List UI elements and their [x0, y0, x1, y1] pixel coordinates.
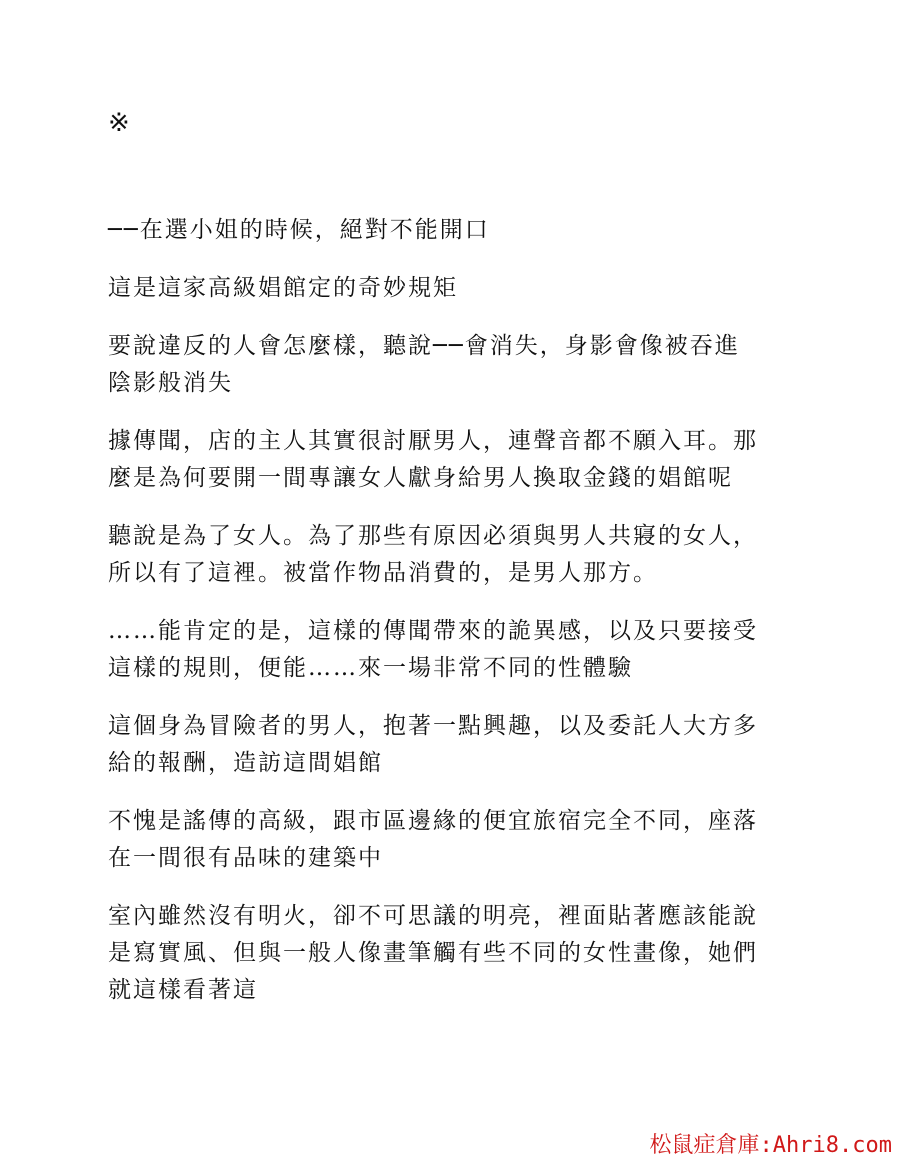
paragraph-line: ……能肯定的是，這樣的傳聞帶來的詭異感，以及只要接受: [108, 618, 758, 644]
section-mark: ※: [108, 108, 130, 138]
paragraph-line: 室內雖然沒有明火，卻不可思議的明亮，裡面貼著應該能說: [108, 903, 758, 929]
paragraph-6: [108, 613, 798, 687]
paragraph-line: 給的報酬，造訪這間娼館: [108, 750, 383, 776]
watermark-text: 松鼠症倉庫:Ahri8.com: [649, 1133, 892, 1158]
paragraph-line: 據傳聞，店的主人其實很討厭男人，連聲音都不願入耳。那: [108, 428, 758, 454]
paragraph-3: [108, 328, 798, 402]
paragraph-line: 所以有了這裡。被當作物品消費的，是男人那方。: [108, 560, 658, 586]
paragraph-5: [108, 518, 798, 592]
paragraph-line: 陰影般消失: [108, 370, 233, 396]
paragraph-line: 聽說是為了女人。為了那些有原因必須與男人共寢的女人，: [108, 523, 758, 549]
paragraph-2: [108, 270, 798, 307]
paragraph-line: 是寫實風、但與一般人像畫筆觸有些不同的女性畫像，她們: [108, 940, 758, 966]
paragraph-7: [108, 708, 798, 782]
paragraph-4: [108, 423, 798, 497]
body-text: [108, 212, 798, 1030]
paragraph-line: 這個身為冒險者的男人，抱著一點興趣，以及委託人大方多: [108, 713, 758, 739]
paragraph-line: 就這樣看著這: [108, 977, 258, 1003]
paragraph-line: 在一間很有品味的建築中: [108, 845, 383, 871]
paragraph-8: [108, 803, 798, 877]
paragraph-line: ──在選小姐的時候，絕對不能開口: [108, 217, 490, 243]
paragraph-line: 麼是為何要開一間專讓女人獻身給男人換取金錢的娼館呢: [108, 465, 733, 491]
paragraph-9: [108, 898, 798, 1009]
paragraph-line: 不愧是謠傳的高級，跟市區邊緣的便宜旅宿完全不同，座落: [108, 808, 758, 834]
paragraph-line: 要說違反的人會怎麼樣，聽說──會消失，身影會像被吞進: [108, 333, 740, 359]
paragraph-line: 這是這家高級娼館定的奇妙規矩: [108, 275, 458, 301]
paragraph-1: [108, 212, 798, 249]
paragraph-line: 這樣的規則，便能……來一場非常不同的性體驗: [108, 655, 633, 681]
